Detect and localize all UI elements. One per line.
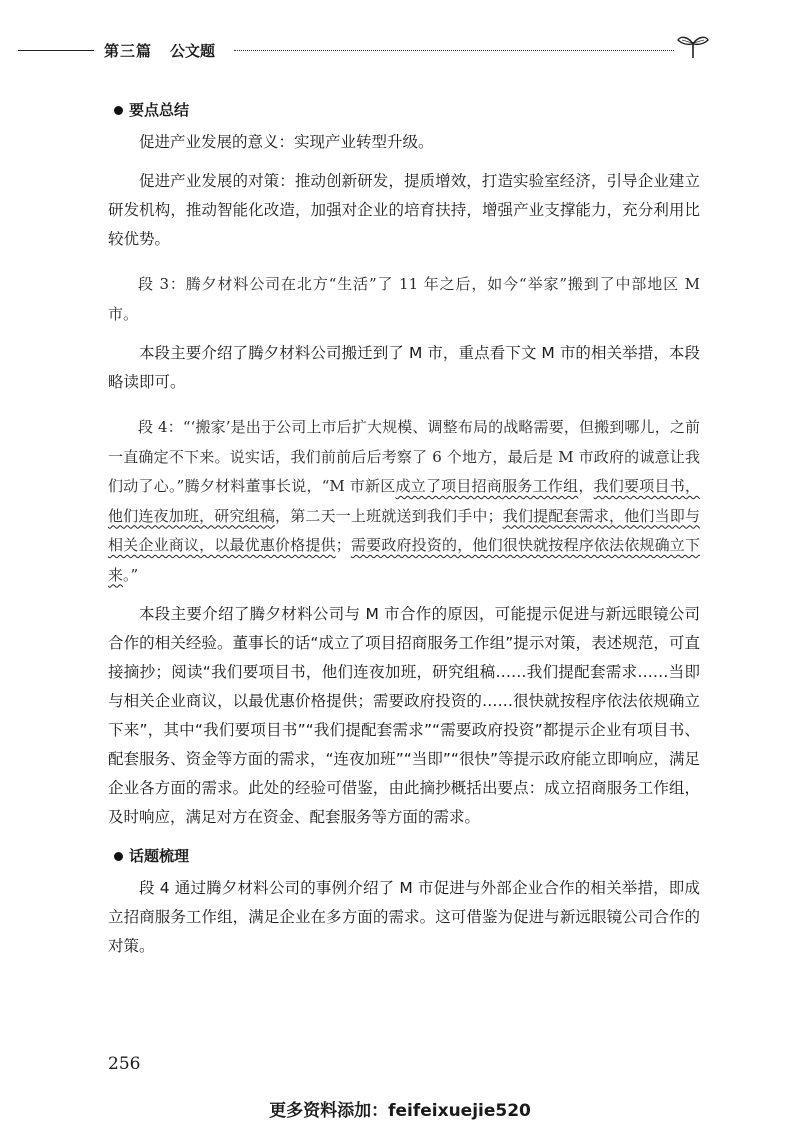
- topic-heading-text: 话题梳理: [129, 847, 190, 865]
- header-section-title: 公文题: [170, 42, 216, 60]
- topic-heading: [108, 842, 700, 870]
- topic-text: 段 4 通过腾夕材料公司的事例介绍了 M 市促进与外部企业合作的相关举措，即成立招商服务工作组，满足企业在多方面的需求。这可借鉴为促进与新远眼镜公司合作的对策。: [108, 879, 700, 955]
- para4-marked-phrase: 需要政府投资的，他们很快就按程序依法依规确立下来: [108, 536, 700, 584]
- para3-analysis: 本段主要介绍了腾夕材料公司搬迁到了 M 市，重点看下文 M 市的相关举措，本段略读即可。: [108, 344, 700, 391]
- footer-note: 更多资料添加：feifeixuejie520: [269, 1101, 531, 1121]
- page-number: 256: [108, 1054, 141, 1074]
- header-dotted-rule: [234, 50, 674, 51]
- header-rule-left: [18, 50, 94, 51]
- para4-quote-text: 。”: [123, 565, 139, 584]
- page-body: [108, 96, 700, 961]
- bullet-icon: [114, 106, 123, 115]
- para4-quote-text: 段 4：“‘搬家’是出于公司上市后扩大规模、调整布局的战略需要，但搬到哪儿，之前一直确定不下来。说实话，我们前前后后考察了 6 个地方，最后是 M 市政府的诚意让我们动了心。”腾夕材料董事长说，“M 市新区: [108, 418, 700, 495]
- sprout-icon: [676, 30, 710, 60]
- para4-quote: [108, 413, 700, 590]
- para4-quote-text: ；: [335, 536, 351, 554]
- summary-meaning: 促进产业发展的意义：实现产业转型升级。: [139, 133, 434, 151]
- para4-marked-phrase: 成立了项目招商服务工作组: [395, 477, 579, 495]
- para4-analysis: 本段主要介绍了腾夕材料公司与 M 市合作的原因，可能提示促进与新远眼镜公司合作的相关经验。董事长的话“成立了项目招商服务工作组”提示对策，表述规范，可直接摘抄；阅读“我们要项目书，他们连夜加班，研究组稿……我们提配套需求……当即与相关企业商议，以最优惠价格提供；需要政府投资的……很快就按程序依法依规确立下来”，其中“我们要项目书”“我们提配套需求”“需要政府投资”都提示企业有项目书、配套服务、资金等方面的需求，“连夜加班”“当即”“很快”等提示政府能立即响应，满足企业各方面的需求。此处的经验可借鉴，由此摘抄概括出要点：成立招商服务工作组，及时响应，满足对方在资金、配套服务等方面的需求。: [108, 605, 700, 826]
- summary-measures: 促进产业发展的对策：推动创新研发，提质增效，打造实验室经济，引导企业建立研发机构，推动智能化改造，加强对企业的培育扶持，增强产业支撑能力，充分利用比较优势。: [108, 172, 700, 248]
- para3-quote: 段 3：腾夕材料公司在北方“生活”了 11 年之后，如今“举家”搬到了中部地区 M 市。: [108, 275, 700, 323]
- summary-heading-text: 要点总结: [129, 101, 190, 119]
- para4-marked-phrase: 我们要项目书，他们连夜加班，研究组稿: [108, 477, 700, 525]
- bullet-icon: [114, 852, 123, 861]
- summary-heading: [108, 96, 700, 124]
- header-part-title: 第三篇: [104, 42, 153, 60]
- para4-quote-text: ，: [578, 477, 594, 495]
- para4-marked-phrase: 我们提配套需求，他们当即与相关企业商议，以最优惠价格提供: [108, 506, 700, 554]
- running-header: [0, 28, 800, 68]
- para4-quote-text: ，第二天一上班就送到我们手中；: [275, 506, 503, 525]
